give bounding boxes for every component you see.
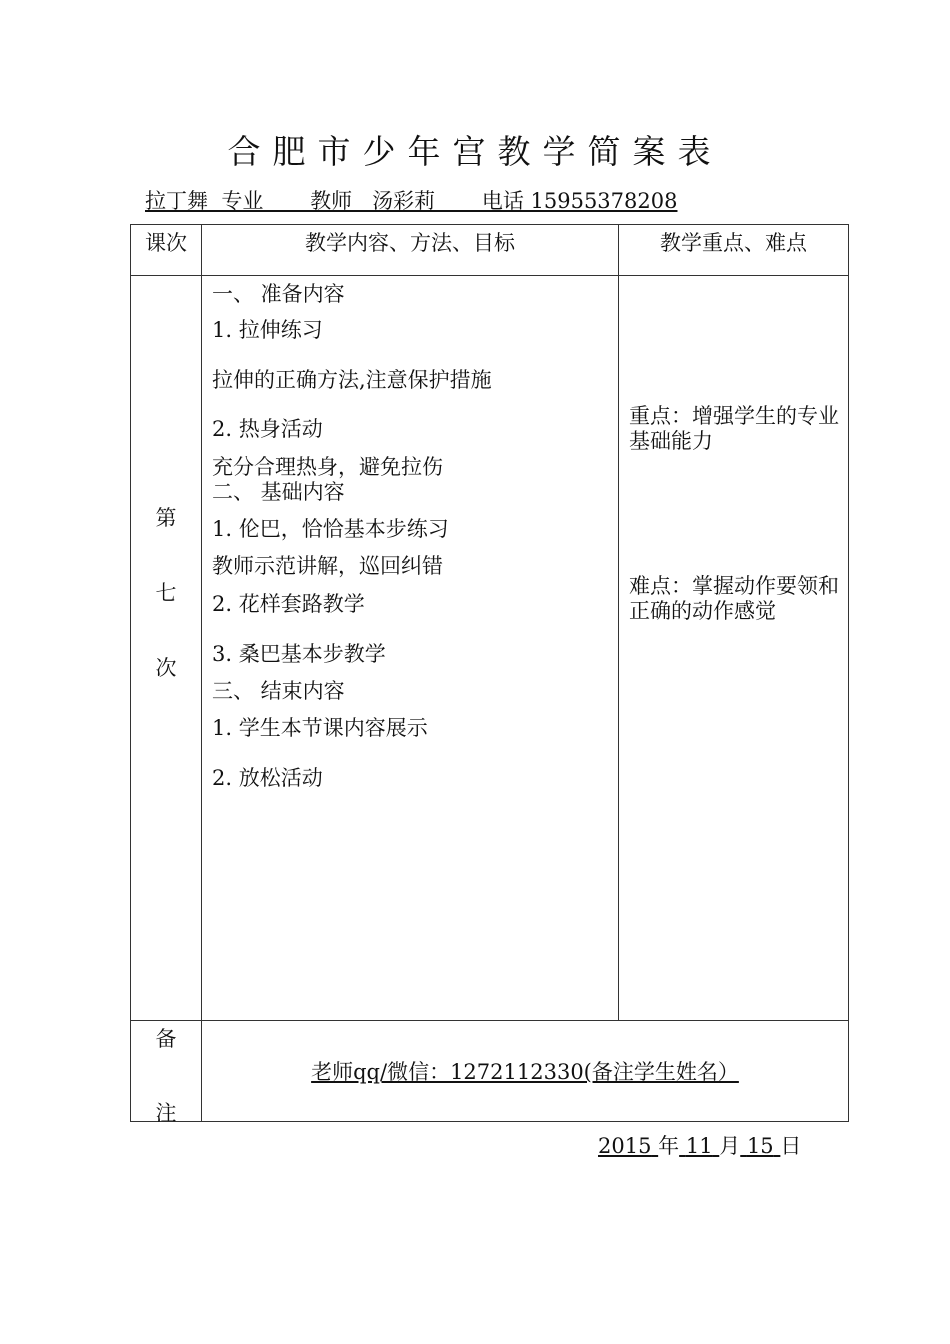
remarks-char: 备 — [155, 1027, 177, 1051]
lesson-char: 第 — [155, 506, 177, 530]
lesson-plan-table — [130, 224, 849, 1125]
date-line — [598, 1130, 801, 1160]
header-key-points: 教学重点、难点 — [619, 225, 849, 276]
remarks-row — [131, 1021, 849, 1122]
content-cell — [202, 276, 619, 1021]
key-point-text: 重点：增强学生的专业基础能力 — [629, 404, 839, 453]
content-line: 二、 基础内容 — [212, 480, 345, 504]
content-line: 教师示范讲解，巡回纠错 — [212, 554, 443, 578]
table-row — [131, 276, 849, 1021]
lesson-char: 七 — [155, 581, 177, 605]
content-line: 3. 桑巴基本步教学 — [212, 642, 386, 666]
difficulty-text: 难点：掌握动作要领和正确的动作感觉 — [629, 574, 839, 623]
remarks-label-cell — [131, 1021, 202, 1125]
contact-note: 老师qq/微信：1272112330(备注学生姓名） — [311, 1060, 739, 1084]
date-month-unit: 月 — [719, 1134, 741, 1158]
content-line: 2. 放松活动 — [212, 766, 323, 790]
key-points-cell — [619, 276, 849, 1021]
date-year-unit: 年 — [658, 1134, 680, 1158]
content-line: 充分合理热身，避免拉伤 — [212, 455, 443, 479]
content-line: 1. 伦巴，恰恰基本步练习 — [212, 517, 449, 541]
course-info-line: 拉丁舞 专业 教师 汤彩莉 电话 15955378208 — [145, 189, 678, 213]
header-content: 教学内容、方法、目标 — [202, 225, 619, 276]
date-year: 2015 — [598, 1134, 652, 1158]
table-header-row — [131, 225, 849, 276]
date-month: 11 — [685, 1134, 713, 1158]
remarks-char: 注 — [155, 1101, 177, 1125]
header-lesson: 课次 — [131, 225, 202, 276]
date-day-unit: 日 — [780, 1134, 802, 1158]
content-line: 2. 花样套路教学 — [212, 592, 365, 616]
content-line: 1. 学生本节课内容展示 — [212, 716, 428, 740]
content-line: 2. 热身活动 — [212, 417, 323, 441]
remarks-content-cell — [202, 1021, 849, 1122]
lesson-number-cell — [131, 276, 202, 1021]
content-line: 一、 准备内容 — [212, 282, 345, 306]
content-line: 拉伸的正确方法,注意保护措施 — [212, 368, 492, 392]
lesson-char: 次 — [155, 656, 177, 680]
date-day: 15 — [746, 1134, 774, 1158]
content-line: 1. 拉伸练习 — [212, 318, 323, 342]
page-title: 合肥市少年宫教学简案表 — [227, 132, 723, 171]
content-line: 三、 结束内容 — [212, 679, 345, 703]
